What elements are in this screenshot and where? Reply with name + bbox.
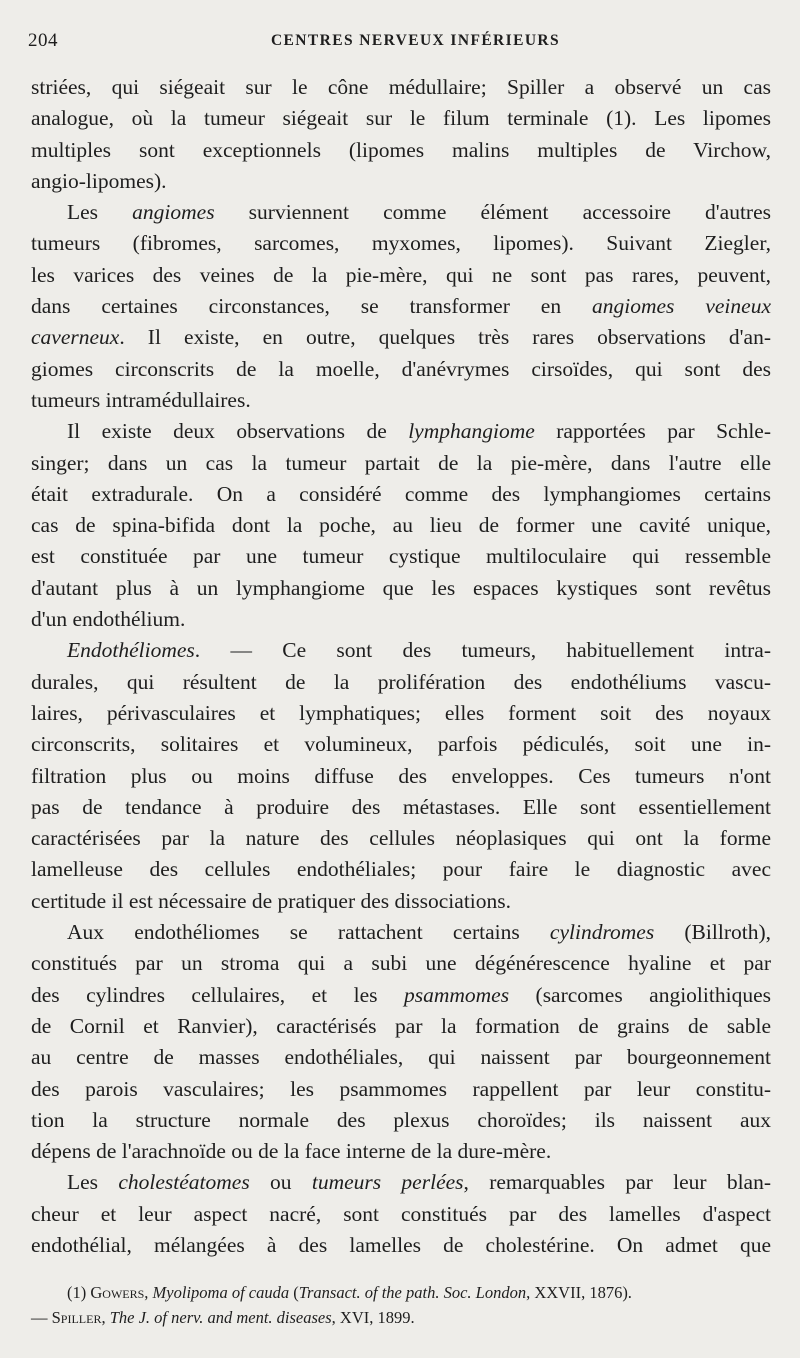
text-line: striées, qui siégeait sur le cône médullaire; Spiller a observé un cas: [31, 75, 771, 99]
text-line: durales, qui résultent de la prolifération des endothéliums vascu-: [31, 669, 771, 694]
text-line: Les angiomes surviennent comme élément accessoire d'autres: [67, 200, 772, 225]
text-line: dans certaines circonstances, se transformer en angiomes veineux: [31, 294, 771, 319]
text-line: circonscrits, solitaires et volumineux, parfois pédiculés, soit une in-: [31, 732, 771, 757]
paragraph: [31, 197, 771, 416]
text-line: est constituée par une tumeur cystique multiloculaire qui ressemble: [31, 544, 771, 569]
text-line: certitude il est nécessaire de pratiquer des dissociations.: [31, 888, 512, 913]
text-line: giomes circonscrits de la moelle, d'anévrymes cirsoïdes, qui sont des: [31, 356, 771, 381]
footnote-line: (1) Gowers, Myolipoma of cauda (Transact. of the path. Soc. London, XXVII, 1876).: [67, 1283, 632, 1302]
body-text: [31, 72, 771, 1261]
text-line: multiples sont exceptionnels (lipomes malins multiples de Virchow,: [31, 137, 771, 162]
footnotes: [31, 1280, 776, 1330]
text-line: Aux endothéliomes se rattachent certains cylindromes (Billroth),: [67, 920, 771, 945]
running-head: CENTRES NERVEUX INFÉRIEURS: [270, 32, 561, 49]
text-line: cheur et leur aspect nacré, sont constitués par des lamelles d'aspect: [31, 1201, 771, 1226]
paragraph: [31, 416, 771, 635]
text-line: caverneux. Il existe, en outre, quelques très rares observations d'an-: [31, 325, 771, 350]
text-line: caractérisées par la nature des cellules néoplasiques qui ont la forme: [31, 826, 771, 851]
page-header: [28, 30, 773, 58]
text-line: angio-lipomes).: [31, 168, 167, 193]
text-line: constitués par un stroma qui a subi une dégénérescence hyaline et par: [31, 951, 771, 976]
text-line: cas de spina-bifida dont la poche, au lieu de former une cavité unique,: [31, 513, 771, 538]
text-line: singer; dans un cas la tumeur partait de la pie-mère, dans l'autre elle: [31, 450, 771, 475]
paragraph: [31, 1167, 771, 1261]
text-line: tion la structure normale des plexus choroïdes; ils naissent aux: [31, 1107, 771, 1132]
page-number: 204: [28, 30, 58, 51]
text-line: des parois vasculaires; les psammomes rappellent par leur constitu-: [31, 1076, 771, 1101]
text-line: analogue, où la tumeur siégeait sur le filum terminale (1). Les lipomes: [31, 106, 771, 131]
text-line: lamelleuse des cellules endothéliales; pour faire le diagnostic avec: [31, 857, 771, 882]
text-line: Les cholestéatomes ou tumeurs perlées, remarquables par leur blan-: [67, 1170, 772, 1195]
text-line: était extradurale. On a considéré comme des lymphangiomes certains: [31, 481, 771, 506]
text-line: les varices des veines de la pie-mère, qui ne sont pas rares, peuvent,: [31, 262, 771, 287]
text-line: de Cornil et Ranvier), caractérisés par la formation de grains de sable: [31, 1013, 771, 1038]
text-line: d'autant plus à un lymphangiome que les espaces kystiques sont revêtus: [31, 575, 771, 600]
text-line: au centre de masses endothéliales, qui naissent par bourgeonnement: [31, 1045, 771, 1070]
paragraph: [31, 72, 771, 197]
text-line: tumeurs intramédullaires.: [31, 387, 251, 412]
text-line: laires, périvasculaires et lymphatiques; elles forment soit des noyaux: [31, 700, 771, 725]
text-line: pas de tendance à produire des métastases. Elle sont essentiellement: [31, 794, 771, 819]
text-line: tumeurs (fibromes, sarcomes, myxomes, lipomes). Suivant Ziegler,: [31, 231, 771, 256]
text-line: d'un endothélium.: [31, 607, 186, 632]
text-line: endothélial, mélangées à des lamelles de cholestérine. On admet que: [31, 1232, 771, 1257]
text-line: Endothéliomes. — Ce sont des tumeurs, habituellement intra-: [67, 638, 771, 663]
text-line: des cylindres cellulaires, et les psammomes (sarcomes angiolithiques: [31, 982, 771, 1007]
paragraph: [31, 917, 771, 1167]
text-line: filtration plus ou moins diffuse des enveloppes. Ces tumeurs n'ont: [31, 763, 771, 788]
text-line: dépens de l'arachnoïde ou de la face interne de la dure-mère.: [31, 1139, 552, 1164]
footnote-line: — Spiller, The J. of nerv. and ment. diseases, XVI, 1899.: [31, 1308, 415, 1327]
paragraph: [31, 635, 771, 917]
text-line: Il existe deux observations de lymphangiome rapportées par Schle-: [67, 419, 772, 444]
